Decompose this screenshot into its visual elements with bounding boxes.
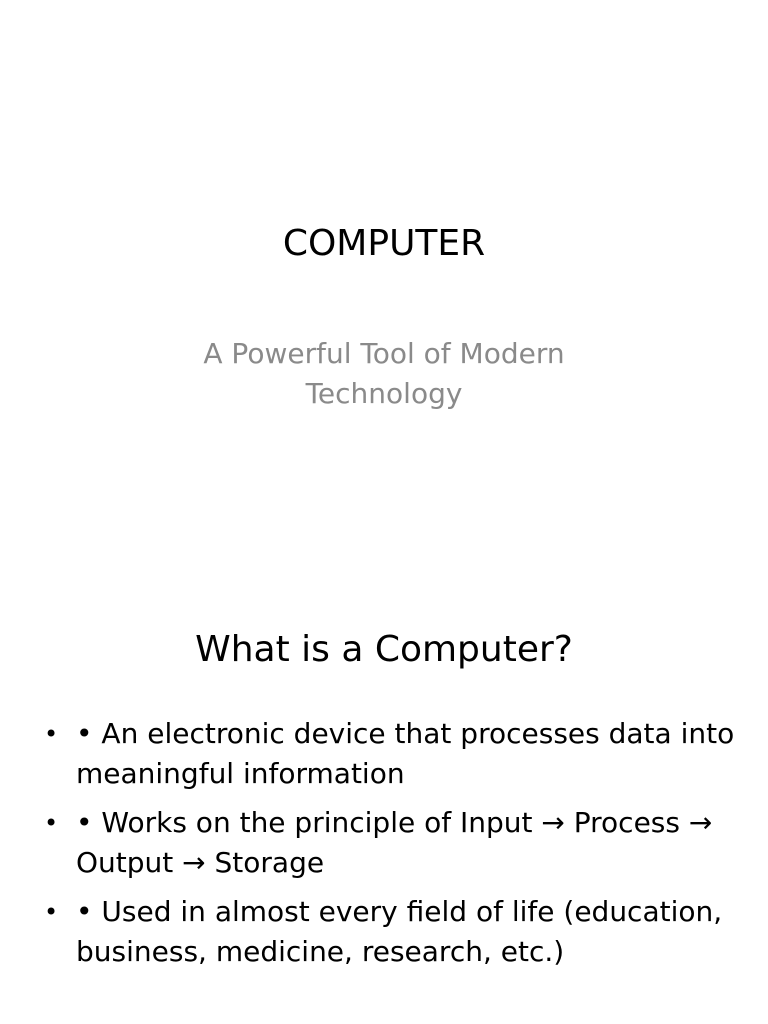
bullet-marker-icon: •	[44, 898, 59, 926]
bullet-list	[38, 714, 738, 981]
slide-content	[0, 512, 768, 1024]
bullet-text: • Works on the principle of Input → Process → Output → Storage	[76, 806, 713, 879]
list-item	[38, 803, 738, 883]
bullet-marker-icon: •	[44, 720, 59, 748]
list-item	[38, 892, 738, 972]
bullet-text: • Used in almost every field of life (education, business, medicine, research, etc.)	[76, 895, 723, 968]
slide-subtitle: A Powerful Tool of Modern Technology	[203, 337, 565, 410]
slide-content-heading: What is a Computer?	[195, 629, 573, 670]
slide-title-heading: COMPUTER	[282, 223, 486, 264]
bullet-text: • An electronic device that processes data into meaningful information	[76, 717, 735, 790]
list-item	[38, 714, 738, 794]
bullet-marker-icon: •	[44, 809, 59, 837]
